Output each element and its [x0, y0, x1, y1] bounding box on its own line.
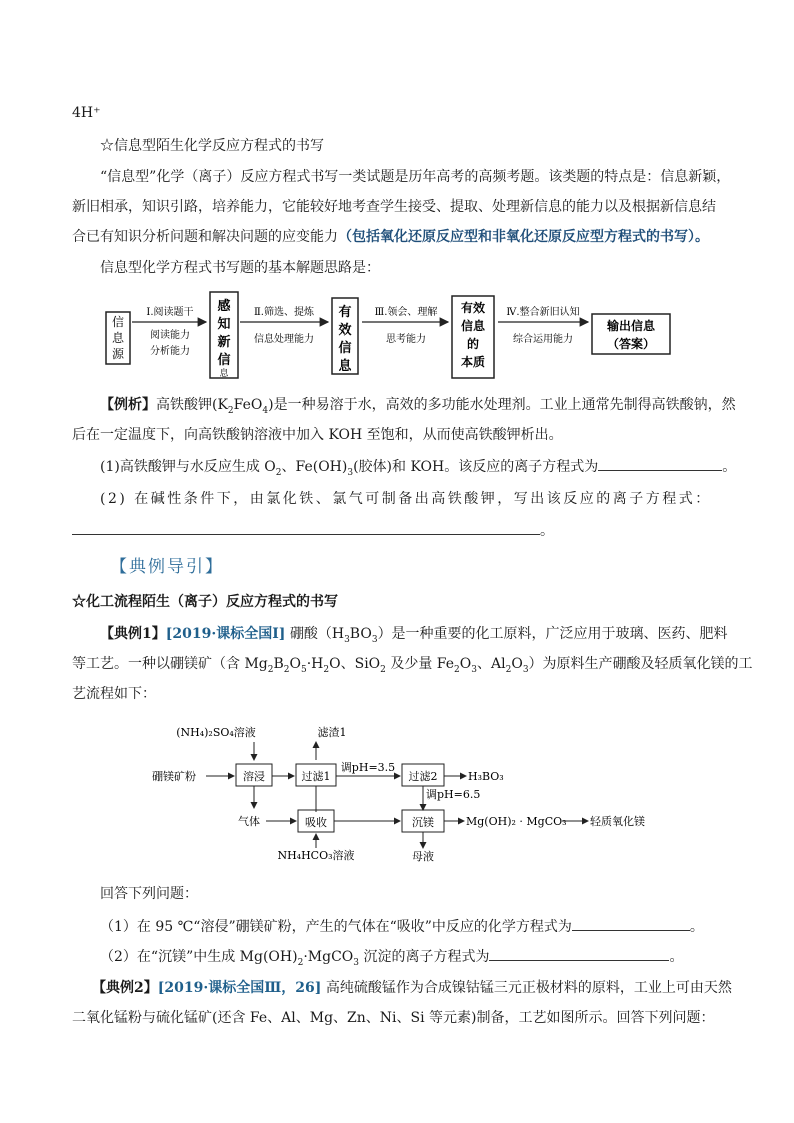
essence-line-4: 本质	[460, 355, 486, 369]
ex1-l2i: O	[511, 656, 523, 672]
output-line-2: （答案）	[606, 337, 656, 351]
ex1-l2b: B	[273, 656, 284, 672]
perceive-char-4: 信	[217, 353, 231, 368]
product-label: Mg(OH)₂ · MgCO₃	[466, 815, 567, 828]
ex1-l2s3: 5	[301, 664, 307, 675]
process-flow-diagram	[152, 722, 672, 862]
boric-acid-label: H₃BO₃	[468, 770, 504, 783]
step2-label: Ⅱ.筛选、提炼	[254, 307, 314, 318]
example1-label: 【典例1】	[100, 626, 166, 642]
example2-source: [2019·课标全国Ⅲ，26]	[157, 980, 322, 996]
ea-q1-sub: 2	[275, 467, 282, 478]
ea-question-1	[100, 456, 737, 483]
ex1-s1: 3	[344, 634, 350, 645]
perceive-char-5: 息	[219, 369, 229, 379]
example-analysis-label: 【例析】	[100, 397, 156, 413]
ex1-l2s8: 2	[505, 664, 512, 675]
top-fragment: 4H⁺	[72, 105, 101, 121]
valid-char-3: 信	[338, 341, 352, 356]
example1-line-2	[72, 654, 753, 680]
ea-q1-c: (胶体)和 KOH。该反应的离子方程式为	[353, 459, 599, 475]
ea-q2-end: 。	[540, 523, 554, 539]
absorb-label: 吸收	[305, 816, 327, 829]
example1-line-3: 艺流程如下：	[72, 686, 156, 702]
info-source-char-3: 源	[111, 347, 125, 361]
step3-label: Ⅲ.领会、理解	[374, 307, 438, 318]
answer-prompt: 回答下列问题：	[100, 886, 198, 902]
ea-sub-1: 2	[227, 405, 234, 416]
ex1-l2s4: 2	[323, 664, 330, 675]
ex1-l2a: 等工艺。一种以硼镁矿（含 Mg	[72, 656, 268, 672]
example1-line-1	[100, 624, 728, 650]
ea-text-1b: FeO	[233, 397, 263, 413]
valid-char-2: 效	[338, 323, 352, 338]
answer-blank-3[interactable]	[572, 916, 690, 931]
perceive-char-3: 新	[217, 335, 231, 350]
intro-line-2: 新旧相承，知识引路，培养能力，它能较好地考查学生接受、提取、处理新信息的能力以及根据新信息结	[72, 199, 716, 215]
ammonium-sulfate-label: (NH₄)₂SO₄溶液	[176, 726, 256, 739]
mother-liquor-label: 母液	[412, 850, 434, 862]
info-heading: ☆信息型陌生化学反应方程式的书写	[100, 138, 324, 154]
step1-label: Ⅰ.阅读题干	[146, 307, 194, 318]
example2-line-1	[92, 978, 742, 998]
intro-line-3-emphasis: （包括氧化还原反应型和非氧化还原反应型方程式的书写）。	[338, 229, 709, 245]
example2-text: 高纯硫酸锰作为合成镍钴锰三元正极材料的原料，工业上可由天然	[321, 980, 732, 996]
perceive-char-2: 知	[217, 317, 231, 332]
ex1-s2: 3	[371, 634, 378, 645]
essence-line-2: 信息	[460, 319, 486, 333]
final-product-label: 轻质氧化镁	[590, 815, 645, 828]
ex1-l2s7: 3	[471, 664, 477, 675]
ea-q1-end: 。	[722, 459, 737, 475]
info-source-char-1: 信	[111, 315, 125, 329]
ex1-l2c: O	[289, 656, 301, 672]
ex1-l2h: 、Al	[477, 656, 506, 672]
answer-blank-2[interactable]	[72, 520, 540, 535]
q2-c: 沉淀的离子方程式为	[359, 949, 490, 965]
filter1-label: 过滤1	[301, 770, 331, 783]
essence-line-3: 的	[466, 337, 480, 351]
ea-sub-2: 4	[262, 405, 269, 416]
leach-label: 溶浸	[243, 770, 265, 783]
ex1-l2d: ·H	[306, 656, 324, 672]
ea-question-2: (2) 在碱性条件下，由氯化铁、氯气可制备出高铁酸钾，写出该反应的离子方程式：	[100, 491, 712, 507]
ea-text-1a: 高铁酸钾(K	[156, 397, 228, 413]
ea-q1-sub2: 3	[347, 467, 354, 478]
ea-text-1c: )是一种易溶于水，高效的多功能水处理剂。工业上通常先制得高铁酸钠，然	[268, 397, 736, 413]
ex1-l2e: O、SiO	[329, 656, 381, 672]
question-1	[100, 916, 722, 937]
q2-b: ·MgCO	[303, 949, 354, 965]
step2-ability: 信息处理能力	[254, 334, 314, 345]
answer-blank-1[interactable]	[598, 456, 722, 471]
step3-ability: 思考能力	[386, 334, 426, 345]
ea-q1-a: (1)高铁酸钾与水反应生成 O	[100, 459, 276, 475]
residue1-label: 滤渣1	[317, 726, 347, 739]
intro-line-3	[72, 227, 722, 247]
example2-line-2: 二氧化锰粉与硫化锰矿(还含 Fe、Al、Mg、Zn、Ni、Si 等元素)制备，工艺如图所示。回答下列问题：	[72, 1010, 715, 1026]
filter2-label: 过滤2	[408, 770, 438, 783]
ex1-a: 硼酸（H	[285, 626, 345, 642]
section-title: 【典例导引】	[110, 557, 224, 577]
ex1-b: BO	[349, 626, 372, 642]
intro-line-1: “信息型”化学（离子）反应方程式书写一类试题是历年高考的高频考题。该类题的特点是：信息新颖，	[100, 169, 731, 185]
solution-steps-diagram	[100, 290, 680, 386]
ea-question-2-blank-line	[72, 520, 722, 541]
step1-ability-1: 阅读能力	[150, 330, 190, 341]
steps-intro: 信息型化学方程式书写题的基本解题思路是：	[100, 260, 380, 276]
info-source-char-2: 息	[111, 331, 125, 345]
bicarbonate-label: NH₄HCO₃溶液	[277, 849, 355, 862]
precip-label: 沉镁	[412, 816, 434, 829]
ex1-l2s1: 2	[267, 664, 274, 675]
valid-char-1: 有	[338, 305, 352, 320]
q2-s1: 2	[297, 957, 304, 968]
ex1-l2s2: 2	[283, 664, 290, 675]
ex1-l2f: 及少量 Fe	[385, 656, 455, 672]
q1-end: 。	[689, 919, 704, 935]
valid-char-4: 息	[338, 359, 352, 374]
ex1-l2g: O	[459, 656, 472, 672]
gas-label: 气体	[238, 815, 260, 828]
ex1-c: ）是一种重要的化工原料，广泛应用于玻璃、医药、肥料	[377, 626, 728, 642]
example-analysis-line-2: 后在一定温度下，向高铁酸钠溶液中加入 KOH 至饱和，从而使高铁酸钾析出。	[72, 427, 563, 443]
output-line-1: 输出信息	[606, 319, 656, 333]
q2-s2: 3	[353, 957, 359, 968]
ea-q1-b: 、Fe(OH)	[281, 459, 348, 475]
ex1-l2s6: 2	[454, 664, 460, 675]
q1-text: （1）在 95 ℃“溶侵”硼镁矿粉，产生的气体在“吸收”中反应的化学方程式为	[100, 919, 572, 935]
example-analysis-line-1	[100, 395, 736, 421]
essence-line-1: 有效	[460, 301, 486, 315]
ex1-l2j: ）为原料生产硼酸及轻质氧化镁的工	[528, 656, 753, 672]
perceive-char-1: 感	[217, 299, 231, 314]
q2-a: （2）在“沉镁”中生成 Mg(OH)	[100, 949, 298, 965]
raw-material-label: 硼镁矿粉	[152, 770, 196, 783]
step4-ability: 综合运用能力	[513, 334, 573, 345]
ph1-label: 调pH=3.5	[340, 761, 396, 774]
chem-heading: ☆化工流程陌生（离子）反应方程式的书写	[72, 594, 338, 610]
step4-label: Ⅳ.整合新旧认知	[506, 307, 580, 318]
intro-line-3-text: 合已有知识分析问题和解决问题的应变能力	[72, 229, 338, 245]
ph2-label: 调pH=6.5	[426, 788, 481, 801]
step1-ability-2: 分析能力	[150, 346, 190, 357]
ex1-l2s5: 2	[380, 664, 386, 675]
ex1-l2s9: 3	[522, 664, 529, 675]
question-2	[100, 946, 722, 973]
example2-label: 【典例2】	[92, 980, 158, 996]
q2-end: 。	[669, 949, 684, 965]
answer-blank-4[interactable]	[489, 946, 669, 961]
example1-source: [2019·课标全国Ⅰ]	[165, 626, 286, 642]
